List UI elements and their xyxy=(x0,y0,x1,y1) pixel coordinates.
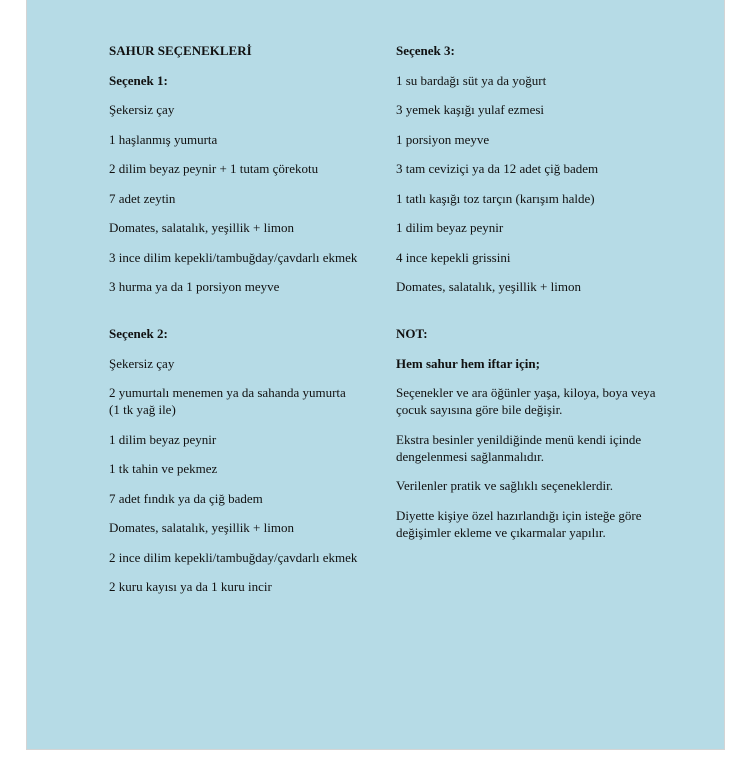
option3-item: Domates, salatalık, yeşillik + limon xyxy=(396,279,581,294)
option2-item: 7 adet fındık ya da çiğ badem xyxy=(109,490,263,506)
option1-item: 3 ince dilim kepekli/tambuğday/çavdarlı ekmek xyxy=(109,249,358,265)
option2-item: 1 dilim beyaz peynir xyxy=(109,431,217,447)
right-column xyxy=(396,42,686,553)
option2-item: Domates, salatalık, yeşillik + limon xyxy=(109,520,294,535)
option3-item: 4 ince kepekli grissini xyxy=(396,249,511,265)
note-item: Verilenler pratik ve sağlıklı seçeneklerdir. xyxy=(396,478,613,493)
option3-item: 1 porsiyon meyve xyxy=(396,131,490,147)
document-page xyxy=(26,0,725,750)
option2-item: 1 tk tahin ve pekmez xyxy=(109,461,218,476)
option2-item: 2 yumurtalı menemen ya da sahanda yumurta (1 tk yağ ile) xyxy=(109,385,346,417)
note-item: Seçenekler ve ara öğünler yaşa, kiloya, boya veya çocuk sayısına göre bile değişir. xyxy=(396,385,656,417)
option3-item: 1 su bardağı süt ya da yoğurt xyxy=(396,72,547,88)
option2-item: Şekersiz çay xyxy=(109,355,175,371)
option2-heading: Seçenek 2: xyxy=(109,326,168,341)
option1-item: 7 adet zeytin xyxy=(109,190,176,206)
option1-item: Şekersiz çay xyxy=(109,102,175,117)
note-item: Ekstra besinler yenildiğinde menü kendi içinde dengelenmesi sağlanmalıdır. xyxy=(396,431,642,464)
option1-item: 1 haşlanmış yumurta xyxy=(109,131,218,147)
page-title: SAHUR SEÇENEKLERİ xyxy=(109,43,252,58)
note-heading: NOT: xyxy=(396,326,428,341)
option3-item: 1 tatlı kaşığı toz tarçın (karışım halde) xyxy=(396,190,595,206)
note-subheading: Hem sahur hem iftar için; xyxy=(396,355,540,371)
option1-item: 3 hurma ya da 1 porsiyon meyve xyxy=(109,279,280,294)
option3-item: 3 tam ceviziçi ya da 12 adet çiğ badem xyxy=(396,161,599,176)
option3-item: 3 yemek kaşığı yulaf ezmesi xyxy=(396,102,545,117)
option1-item: Domates, salatalık, yeşillik + limon xyxy=(109,220,294,235)
option3-item: 1 dilim beyaz peynir xyxy=(396,220,504,235)
note-item: Diyette kişiye özel hazırlandığı için isteğe göre değişimler ekleme ve çıkarmalar yapılır. xyxy=(396,507,642,540)
option1-item: 2 dilim beyaz peynir + 1 tutam çörekotu xyxy=(109,161,319,176)
left-column xyxy=(109,42,359,608)
option1-heading: Seçenek 1: xyxy=(109,72,168,88)
option2-item: 2 kuru kayısı ya da 1 kuru incir xyxy=(109,579,272,594)
option3-heading: Seçenek 3: xyxy=(396,43,455,58)
option2-item: 2 ince dilim kepekli/tambuğday/çavdarlı ekmek xyxy=(109,549,358,565)
